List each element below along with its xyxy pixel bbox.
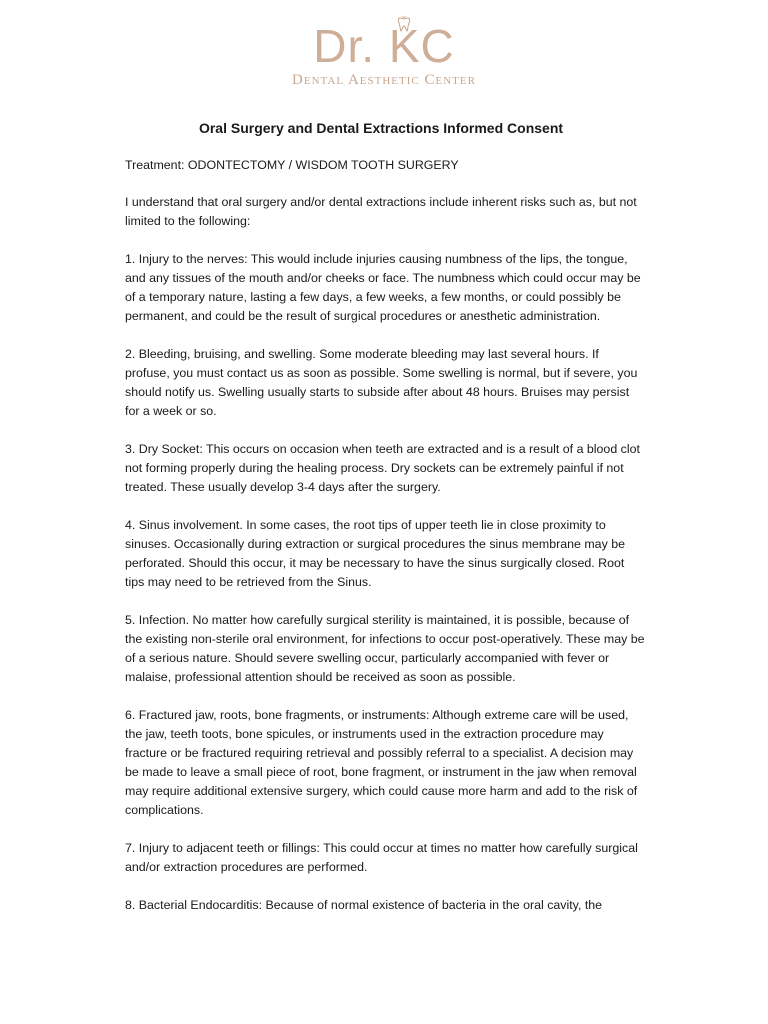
treatment-line: Treatment: ODONTECTOMY / WISDOM TOOTH SURGERY (125, 158, 459, 172)
risk-item-8: 8. Bacterial Endocarditis: Because of normal existence of bacteria in the oral cavity, the (125, 898, 603, 912)
risk-item-3: 3. Dry Socket: This occurs on occasion when teeth are extracted and is a result of a blood clot not forming properly during the healing process. Dry sockets can be extremely painful if not treated. These usually develop 3-4 days after the surgery. (125, 442, 640, 494)
risk-item-2: 2. Bleeding, bruising, and swelling. Some moderate bleeding may last several hours. If profuse, you must contact us as soon as possible. Some swelling is normal, but if severe, you should notify us. Swelling usually starts to subside after about 48 hours. Bruises may persist for a week or so. (125, 347, 638, 418)
intro-paragraph: I understand that oral surgery and/or dental extractions include inherent risks such as, but not limited to the following: (125, 195, 637, 228)
clinic-logo (0, 20, 768, 89)
risk-item-5: 5. Infection. No matter how carefully surgical sterility is maintained, it is possible, because of the existing non-sterile oral environment, for infections to occur post-operatively. These may be of a serious nature. Should severe swelling occur, particularly accompanied with fever or malaise, professional attention should be received as soon as possible. (125, 613, 645, 684)
risk-item-4: 4. Sinus involvement. In some cases, the root tips of upper teeth lie in close proximity to sinuses. Occasionally during extraction or surgical procedures the sinus membrane may be perforated. Should this occur, it may be necessary to have the sinus surgically closed. Root tips may need to be retrieved from the Sinus. (125, 518, 625, 589)
logo-main-text: Dr. KC (313, 20, 455, 72)
logo-subtitle: Dental Aesthetic Center (292, 72, 476, 88)
document-body (125, 118, 645, 934)
risk-item-1: 1. Injury to the nerves: This would include injuries causing numbness of the lips, the tongue, and any tissues of the mouth and/or cheeks or face. The numbness which could occur may be of a temporary nature, lasting a few days, a few weeks, a few months, or could possibly be permanent, and could be the result of surgical procedures or anesthetic administration. (125, 252, 641, 323)
risk-item-6: 6. Fractured jaw, roots, bone fragments, or instruments: Although extreme care will be used, the jaw, teeth toots, bone spicules, or instruments used in the extraction procedure may fracture or be fractured requiring retrieval and possibly referral to a specialist. A decision may be made to leave a small piece of root, bone fragment, or instrument in the jaw when removal may require additional extensive surgery, which could cause more harm and add to the risk of complications. (125, 708, 638, 817)
document-title: Oral Surgery and Dental Extractions Informed Consent (198, 120, 564, 136)
tooth-icon (397, 16, 411, 32)
risk-item-7: 7. Injury to adjacent teeth or fillings: This could occur at times no matter how carefully surgical and/or extraction procedures are performed. (125, 841, 638, 874)
logo-wordmark (313, 20, 454, 72)
